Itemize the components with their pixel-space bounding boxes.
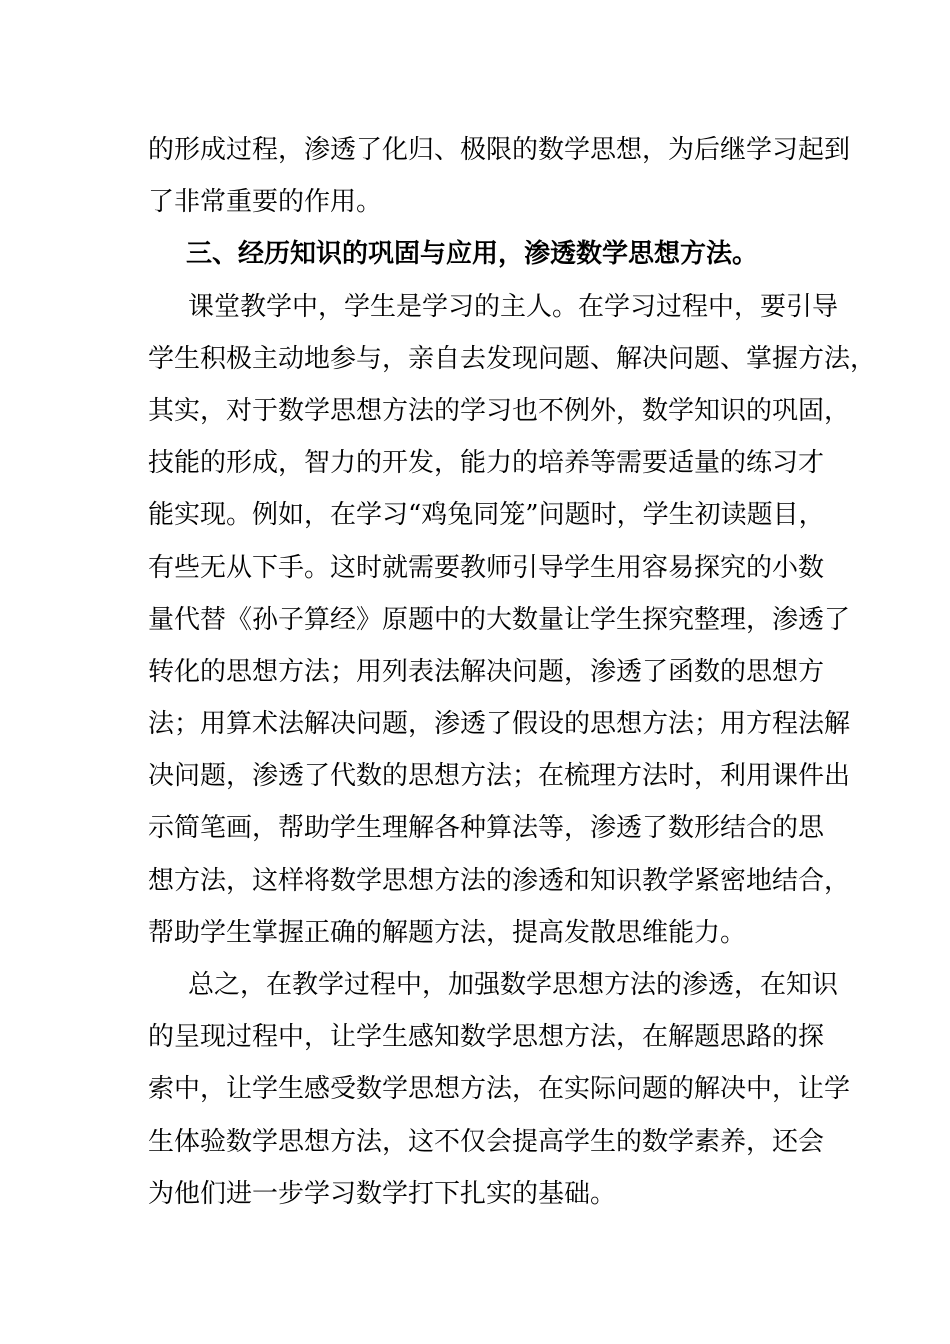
paragraph-line: 示简笔画，帮助学生理解各种算法等，渗透了数形结合的思 [148, 813, 825, 844]
paragraph-line: 的形成过程，渗透了化归、极限的数学思想，为后继学习起到 [148, 135, 851, 165]
paragraph-line: 为他们进一步学习数学打下扎实的基础。 [148, 1178, 617, 1209]
paragraph-line: 能实现。例如，在学习“鸡兔同笼”问题时，学生初读题目， [148, 500, 825, 531]
paragraph-line: 生体验数学思想方法，这不仅会提高学生的数学素养，还会 [148, 1126, 825, 1157]
paragraph-line: 想方法，这样将数学思想方法的渗透和知识教学紧密地结合， [148, 865, 851, 896]
paragraph-line: 有些无从下手。这时就需要教师引导学生用容易探究的小数 [148, 552, 825, 583]
paragraph-line: 转化的思想方法；用列表法解决问题，渗透了函数的思想方 [148, 656, 825, 687]
paragraph-line: 法；用算术法解决问题，渗透了假设的思想方法；用方程法解 [148, 709, 851, 740]
paragraph-line: 其实，对于数学思想方法的学习也不例外，数学知识的巩固， [148, 395, 851, 426]
paragraph-line: 课堂教学中，学生是学习的主人。在学习过程中，要引导 [188, 291, 839, 322]
paragraph-line: 索中，让学生感受数学思想方法，在实际问题的解决中，让学 [148, 1074, 851, 1105]
paragraph-line: 帮助学生掌握正确的解题方法，提高发散思维能力。 [148, 917, 747, 948]
section-heading: 三、经历知识的巩固与应用，渗透数学思想方法。 [186, 239, 759, 270]
paragraph-line: 决问题，渗透了代数的思想方法；在梳理方法时，利用课件出 [148, 761, 851, 792]
paragraph-line: 总之，在教学过程中，加强数学思想方法的渗透，在知识 [188, 970, 839, 1000]
paragraph-line: 的呈现过程中，让学生感知数学思想方法，在解题思路的探 [148, 1022, 825, 1053]
paragraph-line: 了非常重要的作用。 [148, 187, 383, 218]
body-text [148, 124, 877, 1220]
paragraph-line: 量代替《孙子算经》原题中的大数量让学生探究整理，渗透了 [148, 604, 851, 635]
paragraph-line: 学生积极主动地参与，亲自去发现问题、解决问题、掌握方法， [148, 343, 877, 374]
paragraph-line: 技能的形成，智力的开发，能力的培养等需要适量的练习才 [148, 448, 825, 479]
